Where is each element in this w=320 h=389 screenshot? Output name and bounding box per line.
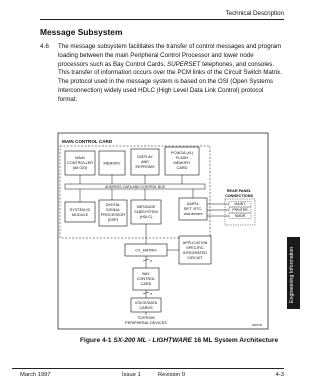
maint-label: MAINT [234,202,246,207]
footer-issue: Issue 1 [122,372,141,378]
footer-date: March 1997 [20,372,51,378]
asic-line1: APPLICATION [182,241,208,245]
paragraph-number: 4.6 [40,43,49,50]
voice-data-line2: CARDS [139,306,153,310]
pcmcia-line3: MEMORY [173,161,191,165]
dsp-line4: (DSP) [107,218,119,222]
rear-panel-line1: REAR PANEL [226,189,252,193]
section-side-tab [287,237,300,309]
architecture-diagram [57,132,269,332]
main-controller-line1: MAIN [75,156,85,160]
uarts-line3: and drivers [183,212,203,216]
smdr-label: SMDR [234,214,246,219]
system-id-line1: SYSTEM ID [69,208,91,212]
system-id-box [65,202,95,222]
footer-rule [12,368,284,369]
display-line2: AND [140,160,150,164]
dsp-line1: DIGITAL [105,203,121,207]
pcmcia-line1: PCMCIA (x1) [170,151,194,155]
side-tab-label: Engineering Information [289,246,295,303]
asic-line2: SPECIFIC [186,246,204,250]
bay-line1: BAY [142,272,150,276]
figure-caption [80,337,278,344]
peripheral-line2: PERIPHERAL DEVICES [125,321,167,325]
pcmcia-line4: CARD [176,166,188,170]
caption-italic: SX-200 ML - LIGHTWARE [113,337,192,344]
asic-line4: CIRCUIT [187,256,203,260]
para-text-superset: SUPERSET [167,60,201,68]
cx-matrix-label: CX_MATRIX [135,248,157,253]
bay-line2: CONTROL [136,277,156,281]
caption-prefix: Figure 4-1 [80,337,114,344]
system-id-line2: MODULE [71,213,89,217]
bus-count-label-1: n [150,259,152,263]
printer-label: PRINTER [232,208,248,213]
pcmcia-line2: FLASH [175,156,189,160]
dsp-line2: SIGNAL [106,208,120,212]
footer-page-number: 4-3 [275,372,284,378]
rear-panel-line2: CONNECTIONS [224,194,254,198]
asic-line3: INTEGRATED [182,251,208,255]
caption-suffix: 16 ML System Architecture [192,337,279,344]
header-rule [40,19,284,20]
main-controller-line3: (68 020) [72,166,88,170]
figure-id: 0281TR [252,323,262,327]
section-title: Message Subsystem [40,27,123,37]
main-controller-line2: CONTROLLER [67,161,93,165]
msg-line1: MESSAGE [136,205,156,209]
uarts-line1: UARTs, [186,202,200,206]
display-line1: DISPLAY [137,155,153,159]
body-paragraph [58,43,284,105]
bus-count-label-2: n [150,292,152,296]
voice-data-line1: VOICE/DATA [134,301,158,305]
bay-line3: CARD [140,282,152,286]
main-control-card-label: MAIN CONTROL CARD [62,139,113,144]
footer-revision: Revision 0 [158,372,186,378]
bus-label: ADDRESS, DATA AND CONTROL BUS [105,184,165,189]
para-text-2: telephones, and consoles. This transfer of information occurs over the PCM links of the Circuit Switch Matrix. The protocol used in the message system is based on the OSI (Open Systems Interconnection) widely used HDLC (High Level Data Link Control) protocol format. [58,60,282,103]
display-line3: EEPROMS [135,165,155,169]
memory-label: MEMORY [103,161,121,166]
dsp-line3: PROCESSOR [100,213,126,217]
msg-line2: SUBSYSTEM [134,210,158,214]
uarts-line2: SIFT, RTC, [183,207,203,211]
msg-line3: (HDLC) [139,215,153,219]
running-header: Technical Description [225,10,284,17]
para-text-1: The message subsystem facilitates the transfer of control messages and program loading between the main Peripheral Control Processor and lower node processors such as Bay Control Cards, [58,43,282,68]
peripheral-line1: TO/FROM [137,316,155,320]
